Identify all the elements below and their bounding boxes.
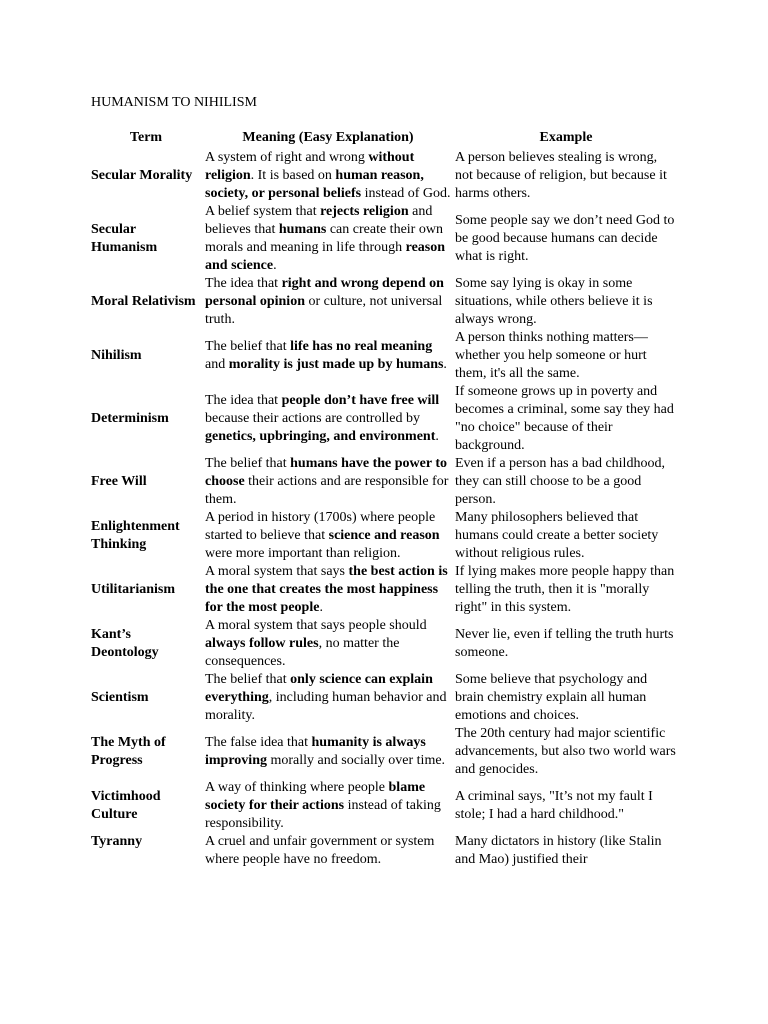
meaning-text: can create their own morals and meaning in life through (205, 222, 443, 255)
meaning-text: their actions and are responsible for them. (205, 474, 449, 507)
example-cell: A criminal says, "It’s not my fault I stole; I had a hard childhood." (455, 789, 653, 822)
term-cell: Kant’s Deontology (91, 627, 159, 660)
meaning-text: . (443, 357, 447, 372)
meaning-text: The belief that (205, 456, 291, 471)
meaning-text: The false idea that (205, 735, 312, 750)
meaning-text: A moral system that says (205, 564, 349, 579)
table-row (89, 725, 679, 779)
meaning-text: . (273, 258, 277, 273)
meaning-text: The idea that (205, 393, 282, 408)
meaning-text: . It is based on (250, 168, 336, 183)
meaning-cell (203, 203, 453, 275)
meaning-text: The belief that (205, 339, 291, 354)
meaning-text: morally and socially over time. (266, 753, 446, 768)
meaning-cell (203, 455, 453, 509)
example-cell: Some believe that psychology and brain chemistry explain all human emotions and choices. (455, 672, 648, 723)
table-row (89, 779, 679, 833)
term-cell: Scientism (91, 690, 149, 705)
meaning-bold-text: morality is just made up by humans (228, 357, 444, 372)
meaning-cell (203, 779, 453, 833)
term-cell: Secular Humanism (91, 222, 158, 255)
table-row (89, 203, 679, 275)
meaning-bold-text: humans have the power to choose (205, 456, 448, 489)
table-row (89, 275, 679, 329)
table-body (89, 149, 679, 869)
meaning-text: and (205, 357, 229, 372)
meaning-bold-text: humanity is always improving (205, 735, 426, 768)
term-cell: Moral Relativism (91, 294, 196, 309)
glossary-table (89, 129, 679, 869)
example-cell: The 20th century had major scientific advancements, but also two world wars and genocides. (455, 726, 676, 777)
example-cell: Even if a person has a bad childhood, they can still choose to be a good person. (455, 456, 665, 507)
term-cell: Determinism (91, 411, 169, 426)
example-cell: Some people say we don’t need God to be good because humans can decide what is right. (455, 213, 675, 264)
meaning-cell (203, 563, 453, 617)
table-row (89, 671, 679, 725)
example-cell: A person thinks nothing matters—whether you help someone or hurt them, it's all the same. (455, 330, 648, 381)
table-row (89, 455, 679, 509)
meaning-text: , no matter the consequences. (205, 636, 400, 669)
meaning-text: A cruel and unfair government or system where people have no freedom. (205, 834, 435, 867)
meaning-bold-text: people don’t have free will (281, 393, 440, 408)
meaning-text: The belief that (205, 672, 291, 687)
term-cell: Free Will (91, 474, 147, 489)
term-cell: Nihilism (91, 348, 142, 363)
meaning-bold-text: right and wrong depend on personal opinion (205, 276, 444, 309)
term-cell: The Myth of Progress (91, 735, 166, 768)
example-cell: Never lie, even if telling the truth hurts someone. (455, 627, 674, 660)
table-row (89, 509, 679, 563)
meaning-text: and believes that (205, 204, 433, 237)
term-cell: Enlightenment Thinking (91, 519, 180, 552)
meaning-bold-text: always follow rules (205, 636, 319, 651)
meaning-cell (203, 617, 453, 671)
meaning-text: because their actions are controlled by (205, 411, 420, 426)
meaning-bold-text: life has no real meaning (290, 339, 433, 354)
meaning-cell (203, 509, 453, 563)
meaning-cell (203, 671, 453, 725)
table-row (89, 149, 679, 203)
meaning-text: . (435, 429, 439, 444)
term-cell: Secular Morality (91, 168, 193, 183)
term-cell: Tyranny (91, 834, 143, 849)
table-row (89, 833, 679, 869)
meaning-text: A way of thinking where people (205, 780, 389, 795)
meaning-cell (203, 725, 453, 779)
meaning-text: The idea that (205, 276, 282, 291)
meaning-cell (203, 833, 453, 869)
meaning-bold-text: without religion (205, 150, 415, 183)
meaning-cell (203, 275, 453, 329)
meaning-cell (203, 329, 453, 383)
meaning-bold-text: only science can explain everything (205, 672, 433, 705)
meaning-bold-text: humans (278, 222, 327, 237)
example-cell: Many philosophers believed that humans could create a better society without religious rules. (455, 510, 659, 561)
meaning-bold-text: the best action is the one that creates the most happiness for the most people (205, 564, 448, 615)
meaning-bold-text: blame society for their actions (205, 780, 426, 813)
document-title: HUMANISM TO NIHILISM (91, 95, 257, 110)
meaning-bold-text: rejects religion (320, 204, 409, 219)
header-meaning: Meaning (Easy Explanation) (242, 130, 414, 145)
meaning-text: instead of taking responsibility. (205, 798, 441, 831)
header-example: Example (539, 130, 593, 145)
term-cell: Victimhood Culture (91, 789, 161, 822)
table-row (89, 563, 679, 617)
meaning-bold-text: science and reason (328, 528, 440, 543)
meaning-bold-text: genetics, upbringing, and environment (205, 429, 436, 444)
meaning-bold-text: reason and science (205, 240, 446, 273)
example-cell: If lying makes more people happy than telling the truth, then it is "morally right" in this system. (455, 564, 675, 615)
meaning-text: A moral system that says people should (205, 618, 427, 633)
meaning-text: were more important than religion. (205, 546, 401, 561)
meaning-text: or culture, not universal truth. (205, 294, 443, 327)
meaning-text: A belief system that (205, 204, 321, 219)
example-cell: Many dictators in history (like Stalin and Mao) justified their (455, 834, 662, 867)
meaning-text: instead of God. (361, 186, 451, 201)
meaning-text: . (319, 600, 323, 615)
meaning-text: A period in history (1700s) where people started to believe that (205, 510, 436, 543)
table-row (89, 617, 679, 671)
table-header-row (89, 129, 679, 149)
example-cell: Some say lying is okay in some situations, while others believe it is always wrong. (455, 276, 653, 327)
meaning-cell (203, 149, 453, 203)
meaning-text: A system of right and wrong (205, 150, 369, 165)
term-cell: Utilitarianism (91, 582, 175, 597)
table-row (89, 329, 679, 383)
table-row (89, 383, 679, 455)
meaning-text: , including human behavior and morality. (205, 690, 447, 723)
example-cell: If someone grows up in poverty and becomes a criminal, some say they had "no choice" because of their background. (455, 384, 674, 453)
meaning-cell (203, 383, 453, 455)
meaning-bold-text: human reason, society, or personal beliefs (205, 168, 424, 201)
example-cell: A person believes stealing is wrong, not because of religion, but because it harms others. (455, 150, 667, 201)
header-term: Term (129, 130, 163, 145)
